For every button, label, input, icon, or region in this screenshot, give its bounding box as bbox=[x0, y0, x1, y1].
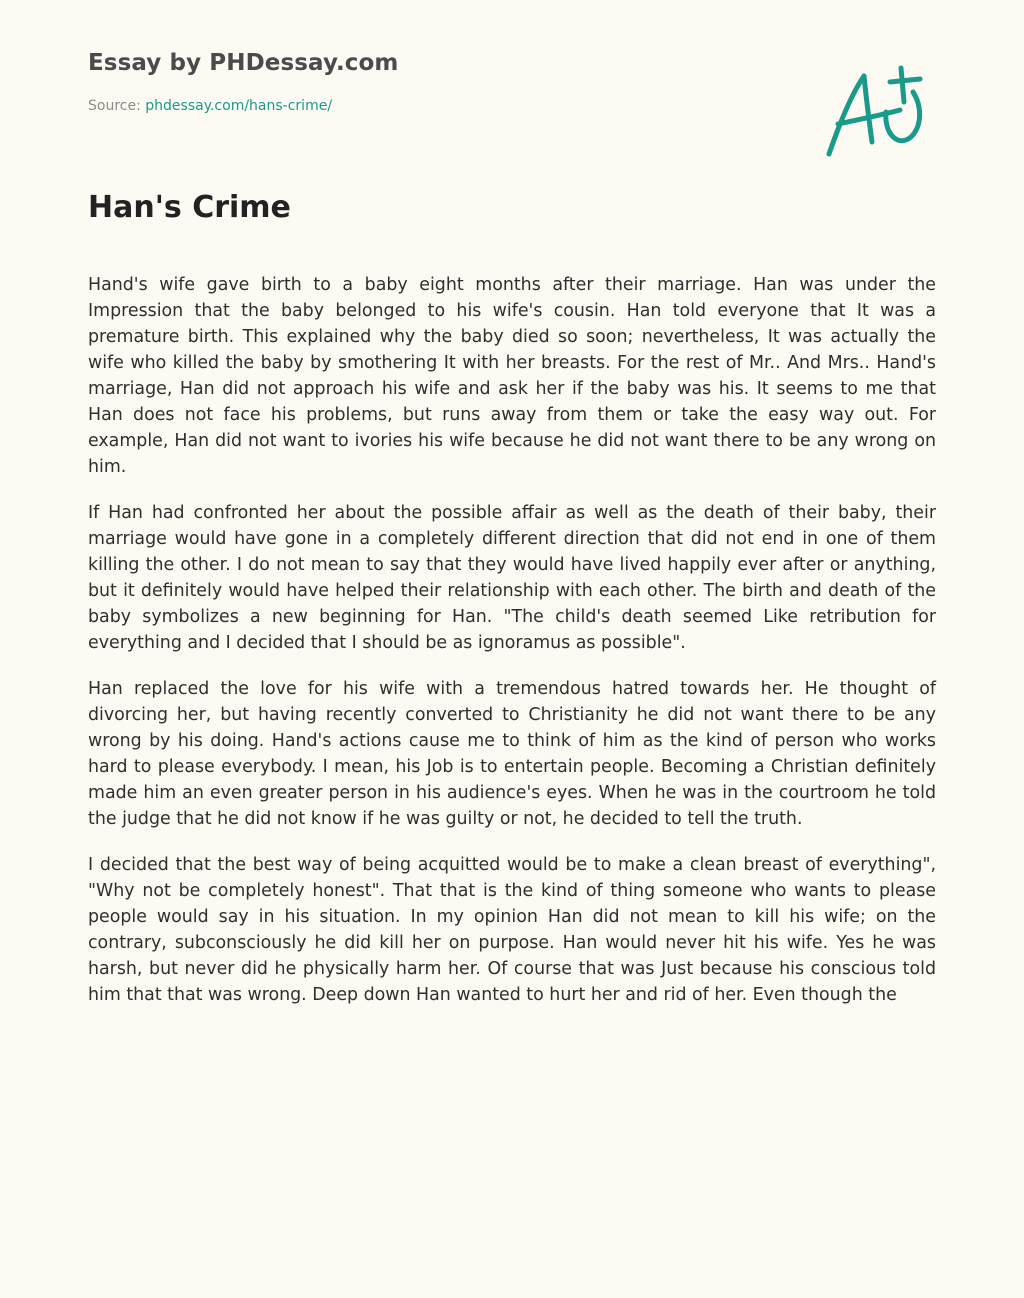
essay-title: Han's Crime bbox=[88, 190, 291, 225]
source-line bbox=[88, 98, 398, 114]
a-plus-grade-icon bbox=[820, 62, 932, 162]
source-label: Source: bbox=[88, 98, 146, 114]
essay-paragraph: Hand's wife gave birth to a baby eight months after their marriage. Han was under the Impression that the baby belonged to his wife's cousin. Han told everyone that It was a premature birth. This explained why the baby died so soon; nevertheless, It was actually the wife who killed the baby by smothering It with her breasts. For the rest of Mr.. And Mrs.. Hand's marriage, Han did not approach his wife and ask her if the baby was his. It seems to me that Han does not face his problems, but runs away from them or take the easy way out. For example, Han did not want to ivories his wife because he did not want there to be any wrong on him. bbox=[88, 275, 936, 477]
essay-paragraph: Han replaced the love for his wife with a tremendous hatred towards her. He thought of divorcing her, but having recently converted to Christianity he did not want there to be any wrong by his doing. Hand's actions cause me to think of him as the kind of person who works hard to please everybody. I mean, his Job is to entertain people. Becoming a Christian definitely made him an even greater person in his audience's eyes. When he was in the courtroom he told the judge that he did not know if he was guilty or not, he decided to tell the truth. bbox=[88, 679, 936, 829]
essay-paragraph: I decided that the best way of being acquitted would be to make a clean breast of everything", "Why not be completely honest". That that is the kind of thing someone who wants to please people would say in his situation. In my opinion Han did not mean to kill his wife; on the contrary, subconsciously he did kill her on purpose. Han would never hit his wife. Yes he was harsh, but never did he physically harm her. Of course that was Just because his conscious told him that that was wrong. Deep down Han wanted to hurt her and rid of her. Even though the bbox=[88, 855, 936, 1005]
source-link[interactable]: phdessay.com/hans-crime/ bbox=[145, 98, 333, 114]
site-title: Essay by PHDessay.com bbox=[88, 50, 399, 76]
essay-paragraph: If Han had confronted her about the possible affair as well as the death of their baby, their marriage would have gone in a completely different direction that did not end in one of them killing the other. I do not mean to say that they would have lived happily ever after or anything, but it definitely would have helped their relationship with each other. The birth and death of the baby symbolizes a new beginning for Han. "The child's death seemed Like retribution for everything and I decided that I should be as ignoramus as possible". bbox=[88, 503, 936, 653]
page-header bbox=[88, 50, 398, 114]
essay-body bbox=[88, 272, 936, 1028]
